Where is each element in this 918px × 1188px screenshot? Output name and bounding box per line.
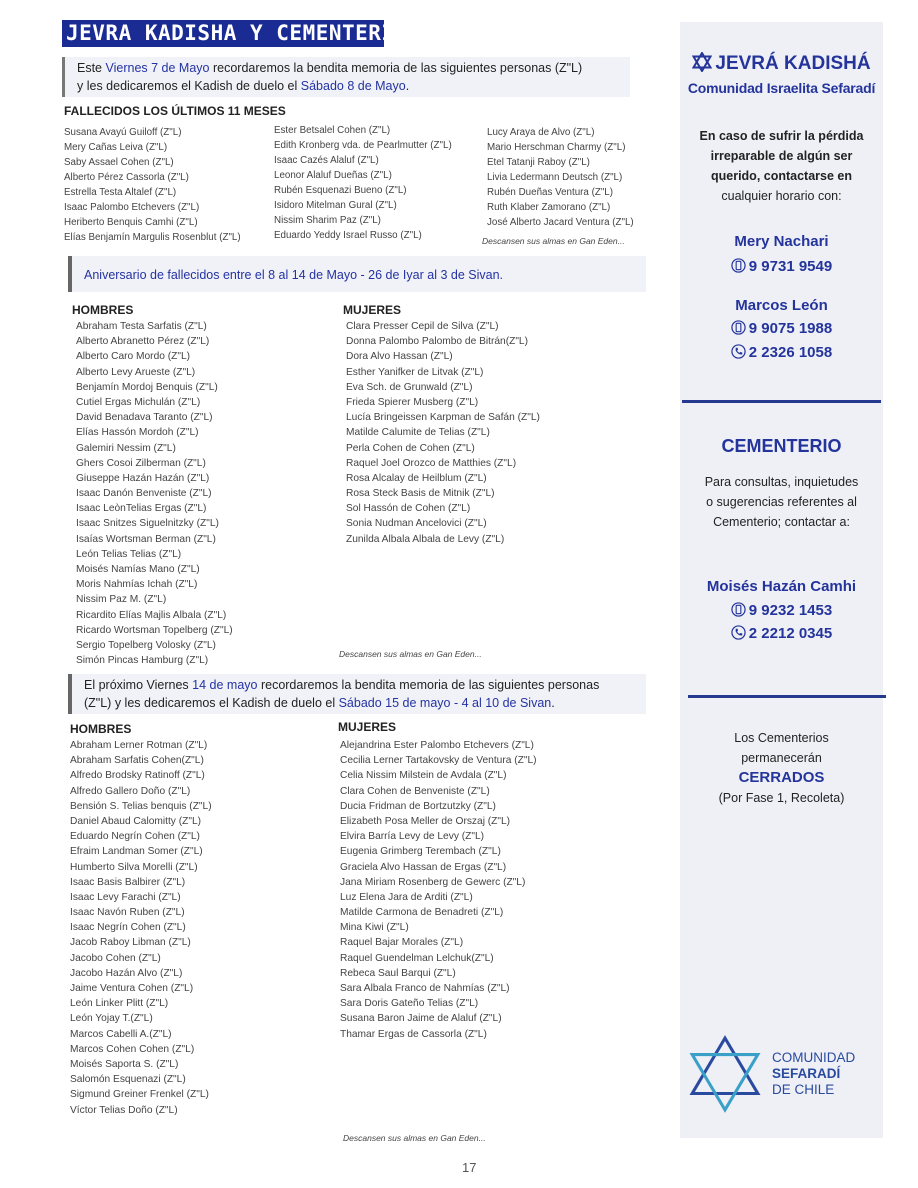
sidebar-intro-line: irreparable de algún ser: [710, 149, 853, 163]
name-entry: Donna Palombo Palombo de Bitrán(Z"L): [346, 336, 528, 348]
name-entry: Zunilda Albala Albala de Levy (Z"L): [346, 533, 505, 545]
recent-list-col2: [274, 123, 452, 243]
name-entry: Jacobo Hazán Alvo (Z"L): [70, 967, 183, 979]
next-week-note: [68, 674, 646, 714]
name-entry: Lucía Bringeissen Karpman de Safán (Z"L): [346, 412, 540, 424]
name-entry: Livia Ledermann Deutsch (Z"L): [487, 172, 623, 183]
name-entry: Perla Cohen de Cohen (Z"L): [346, 442, 475, 454]
name-entry: Ester Betsalel Cohen (Z"L): [274, 125, 391, 136]
name-entry: Isaac Basis Balbirer (Z"L): [70, 876, 186, 888]
name-entry: Nissim Paz M. (Z"L): [76, 594, 167, 606]
next-women-list: [340, 738, 537, 1042]
closed-notice-line: Los Cementerios: [734, 731, 829, 745]
name-entry: Galemiri Nessim (Z"L): [76, 442, 176, 454]
name-entry: Elías Benjamín Margulis Rosenblut (Z"L): [64, 232, 241, 243]
closed-notice-line: (Por Fase 1, Recoleta): [718, 791, 845, 805]
name-entry: Víctor Telias Doño (Z"L): [70, 1104, 178, 1116]
sidebar-title: JEVRÁ KADISHÁ: [715, 53, 871, 74]
name-entry: Giuseppe Hazán Hazán (Z"L): [76, 472, 210, 484]
intro-text: y les dedicaremos el Kadish de duelo el: [77, 79, 301, 93]
name-entry: Sol Hassón de Cohen (Z"L): [346, 503, 471, 515]
star-of-david-icon: [692, 52, 712, 72]
name-entry: Susana Avayú Guiloff (Z"L): [64, 127, 182, 138]
cemetery-title: CEMENTERIO: [721, 436, 842, 456]
name-entry: Bensión S. Telias benquis (Z"L): [70, 800, 212, 812]
name-entry: Dora Alvo Hassan (Z"L): [346, 351, 453, 363]
name-entry: Sergio Topelberg Volosky (Z"L): [76, 639, 216, 651]
sidebar-intro-line: cualquier horario con:: [721, 189, 842, 203]
name-entry: Salomón Esquenazi (Z"L): [70, 1074, 186, 1086]
women-heading: MUJERES: [338, 720, 397, 734]
mobile-phone-icon: [731, 602, 746, 617]
sidebar-intro-line: En caso de sufrir la pérdida: [699, 129, 864, 143]
men-heading: HOMBRES: [70, 722, 132, 736]
cemetery-text-line: Cementerio; contactar a:: [713, 515, 850, 529]
name-entry: Jacobo Cohen (Z"L): [70, 952, 161, 964]
name-entry: Isaac Navón Ruben (Z"L): [70, 907, 185, 919]
name-entry: Moisés Saporta S. (Z"L): [70, 1058, 179, 1070]
name-entry: Sara Albala Franco de Nahmías (Z"L): [340, 983, 510, 994]
contact-name: Marcos León: [735, 297, 828, 314]
name-entry: Eduardo Negrín Cohen (Z"L): [70, 831, 200, 843]
name-entry: Daniel Abaud Calomitty (Z"L): [70, 815, 202, 827]
contact-sidebar: [680, 22, 883, 1138]
name-entry: Moisés Namías Mano (Z"L): [76, 564, 200, 575]
contact-phone[interactable]: 2 2212 0345: [748, 625, 833, 642]
sidebar-intro-line: querido, contactarse en: [710, 169, 852, 183]
mobile-phone-icon: [731, 320, 746, 335]
name-entry: Frieda Spierer Musberg (Z"L): [346, 396, 479, 408]
name-entry: Isaac Cazés Alaluf (Z"L): [274, 155, 379, 166]
name-entry: Rebeca Saul Barqui (Z"L): [340, 967, 456, 979]
phone-icon: [731, 625, 746, 640]
name-entry: Celia Nissim Milstein de Avdala (Z"L): [340, 770, 507, 782]
sidebar-subtitle: Comunidad Israelita Sefaradí: [687, 80, 876, 96]
women-heading: MUJERES: [343, 303, 402, 317]
name-entry: Marcos Cabelli A.(Z"L): [70, 1028, 172, 1040]
anniversary-banner-text: Aniversario de fallecidos entre el 8 al 14 de Mayo - 26 de Iyar al 3 de Sivan.: [84, 268, 503, 282]
name-entry: David Benadava Taranto (Z"L): [76, 412, 213, 424]
name-entry: Isidoro Mitelman Gural (Z"L): [274, 200, 397, 211]
name-entry: Graciela Alvo Hassan de Ergas (Z"L): [340, 861, 507, 873]
name-entry: Lucy Araya de Alvo (Z"L): [487, 127, 595, 138]
anniversary-banner: [68, 256, 646, 292]
cemetery-text-line: Para consultas, inquietudes: [704, 475, 859, 489]
name-entry: Rubén Dueñas Ventura (Z"L): [487, 187, 614, 198]
name-entry: Alberto Abranetto Pérez (Z"L): [76, 336, 210, 348]
name-entry: Alfredo Brodsky Ratinoff (Z"L): [70, 770, 205, 782]
sidebar-divider: [682, 400, 881, 403]
blessing-note: Descansen sus almas en Gan Eden...: [343, 1133, 486, 1143]
name-entry: Thamar Ergas de Cassorla (Z"L): [340, 1028, 487, 1040]
name-entry: Abraham Testa Sarfatis (Z"L): [76, 321, 207, 332]
next-text: El próximo Viernes: [84, 678, 193, 692]
name-entry: Cecilia Lerner Tartakovsky de Ventura (Z"L): [340, 755, 537, 767]
name-entry: Susana Baron Jaime de Alaluf (Z"L): [340, 1013, 502, 1025]
name-entry: Alberto Pérez Cassorla (Z"L): [64, 172, 189, 183]
name-entry: Estrella Testa Altalef (Z"L): [64, 187, 177, 198]
name-entry: Jaime Ventura Cohen (Z"L): [70, 983, 194, 994]
name-entry: Elvira Barría Levy de Levy (Z"L): [340, 831, 485, 843]
name-entry: Leonor Alaluf Dueñas (Z"L): [274, 170, 392, 181]
name-entry: León Yojay T.(Z"L): [70, 1013, 153, 1025]
name-entry: Raquel Joel Orozco de Matthies (Z"L): [346, 457, 517, 469]
name-entry: José Alberto Jacard Ventura (Z"L): [487, 217, 634, 228]
contact-mobile[interactable]: 9 9075 1988: [748, 320, 833, 337]
name-entry: Rosa Steck Basis de Mitnik (Z"L): [346, 488, 495, 500]
contact-mobile[interactable]: 9 9731 9549: [748, 258, 833, 275]
name-entry: Ricardo Wortsman Topelberg (Z"L): [76, 624, 233, 636]
name-entry: Raquel Bajar Morales (Z"L): [340, 937, 464, 949]
next-text: .: [551, 696, 555, 710]
name-entry: Alberto Levy Arueste (Z"L): [76, 366, 196, 378]
blessing-note: Descansen sus almas en Gan Eden...: [339, 649, 482, 659]
logo-text: COMUNIDAD: [772, 1050, 856, 1065]
closed-notice-emphasis: CERRADOS: [738, 769, 825, 786]
intro-text: Este: [77, 61, 106, 75]
next-text: recordaremos la bendita memoria de las siguientes personas: [257, 678, 600, 692]
name-entry: Edith Kronberg vda. de Pearlmutter (Z"L): [274, 140, 452, 151]
recent-list-col1: [64, 125, 241, 245]
intro-text: recordaremos la bendita memoria de las siguientes personas (Z"L): [209, 61, 583, 75]
name-entry: Saby Assael Cohen (Z"L): [64, 157, 174, 168]
name-entry: Eugenia Grimberg Terembach (Z"L): [340, 846, 501, 858]
name-entry: León Linker Plitt (Z"L): [70, 998, 169, 1010]
name-entry: Clara Cohen de Benveniste (Z"L): [340, 785, 490, 797]
phone-icon: [731, 344, 746, 359]
intro-date: Sábado 8 de Mayo: [300, 79, 406, 93]
name-entry: Isaías Wortsman Berman (Z"L): [76, 533, 216, 545]
name-entry: Isaac Danón Benveniste (Z"L): [76, 488, 212, 500]
next-men-list: [70, 738, 212, 1118]
mobile-phone-icon: [731, 258, 746, 273]
cemetery-text-line: o sugerencias referentes al: [706, 495, 857, 509]
name-entry: Eduardo Yeddy Israel Russo (Z"L): [274, 230, 422, 241]
intro-note: [62, 57, 630, 97]
name-entry: Mina Kiwi (Z"L): [340, 922, 409, 934]
name-entry: Efraim Landman Somer (Z"L): [70, 846, 203, 858]
name-entry: Elías Hassón Mordoh (Z"L): [76, 427, 199, 439]
name-entry: Clara Presser Cepil de Silva (Z"L): [346, 321, 499, 332]
name-entry: Rubén Esquenazi Bueno (Z"L): [274, 185, 407, 196]
name-entry: Rosa Alcalay de Heilblum (Z"L): [346, 472, 487, 484]
anniversary-men-list: [76, 319, 233, 668]
name-entry: Raquel Guendelman Lelchuk(Z"L): [340, 952, 494, 964]
name-entry: Isaac Palombo Etchevers (Z"L): [64, 202, 200, 213]
name-entry: Ricardito Elías Majlis Albala (Z"L): [76, 609, 227, 621]
name-entry: Sara Doris Gateño Telias (Z"L): [340, 998, 479, 1010]
contact-name: Moisés Hazán Camhi: [706, 578, 857, 595]
name-entry: Ghers Cosoi Zilberman (Z"L): [76, 457, 206, 469]
page-title: JEVRA KADISHA Y CEMENTERIO: [62, 20, 384, 47]
name-entry: Eva Sch. de Grunwald (Z"L): [346, 381, 473, 393]
page-number: 17: [462, 1160, 477, 1175]
name-entry: Ruth Klaber Zamorano (Z"L): [487, 202, 611, 213]
name-entry: Moris Nahmías Ichah (Z"L): [76, 579, 198, 591]
name-entry: Isaac LeònTelias Ergas (Z"L): [76, 503, 207, 515]
name-entry: Mario Herschman Charmy (Z"L): [487, 142, 626, 153]
name-entry: Heriberto Benquis Camhi (Z"L): [64, 217, 198, 228]
name-entry: Cutiel Ergas Michulán (Z"L): [76, 396, 201, 408]
name-entry: Benjamín Mordoj Benquis (Z"L): [76, 381, 218, 393]
contact-mobile[interactable]: 9 9232 1453: [748, 602, 833, 619]
name-entry: Mery Cañas Leiva (Z"L): [64, 142, 168, 153]
name-entry: Elizabeth Posa Meller de Orszaj (Z"L): [340, 815, 511, 827]
name-entry: Matilde Calumite de Telias (Z"L): [346, 427, 490, 439]
next-date: Sábado 15 de mayo - 4 al 10 de Sivan: [338, 696, 552, 710]
name-entry: Sigmund Greiner Frenkel (Z"L): [70, 1089, 209, 1101]
contact-name: Mery Nachari: [734, 233, 829, 250]
name-entry: Ducia Fridman de Bortzutzky (Z"L): [340, 800, 496, 812]
next-date: 14 de mayo: [192, 678, 258, 692]
name-entry: Alejandrina Ester Palombo Etchevers (Z"L): [340, 740, 534, 751]
name-entry: Esther Yanifker de Litvak (Z"L): [346, 366, 484, 378]
name-entry: Simón Pincas Hamburg (Z"L): [76, 655, 209, 667]
men-heading: HOMBRES: [72, 303, 134, 317]
logo-text: SEFARADÍ: [772, 1066, 841, 1081]
name-entry: Isaac Levy Farachi (Z"L): [70, 891, 181, 903]
name-entry: Alberto Caro Mordo (Z"L): [76, 351, 191, 363]
anniversary-women-list: [346, 319, 540, 547]
recent-list-col3: [487, 125, 634, 230]
intro-date: Viernes 7 de Mayo: [105, 61, 210, 75]
name-entry: Marcos Cohen Cohen (Z"L): [70, 1043, 195, 1055]
name-entry: Nissim Sharim Paz (Z"L): [274, 215, 381, 226]
name-entry: León Telias Telias (Z"L): [76, 548, 182, 560]
closed-notice-line: permanecerán: [741, 751, 822, 765]
recent-heading: FALLECIDOS LOS ÚLTIMOS 11 MESES: [64, 104, 286, 118]
name-entry: Isaac Negrín Cohen (Z"L): [70, 922, 186, 934]
intro-text: .: [405, 79, 410, 93]
name-entry: Humberto Silva Morelli (Z"L): [70, 861, 198, 873]
name-entry: Abraham Lerner Rotman (Z"L): [70, 740, 208, 751]
name-entry: Luz Elena Jara de Arditi (Z"L): [340, 891, 473, 903]
name-entry: Sonia Nudman Ancelovici (Z"L): [346, 518, 487, 530]
sidebar-divider: [688, 695, 886, 698]
next-text: (Z"L) y les dedicaremos el Kadish de duelo el: [84, 696, 339, 710]
name-entry: Isaac Snitzes Siguelnitzky (Z"L): [76, 518, 219, 530]
name-entry: Etel Tatanji Raboy (Z"L): [487, 157, 590, 168]
logo-text: DE CHILE: [772, 1082, 835, 1097]
name-entry: Matilde Carmona de Benadreti (Z"L): [340, 907, 504, 919]
name-entry: Alfredo Gallero Doño (Z"L): [70, 785, 191, 797]
contact-phone[interactable]: 2 2326 1058: [748, 344, 833, 361]
blessing-note: Descansen sus almas en Gan Eden...: [482, 236, 625, 246]
name-entry: Jacob Raboy Libman (Z"L): [70, 937, 191, 949]
name-entry: Jana Miriam Rosenberg de Gewerc (Z"L): [340, 876, 526, 888]
name-entry: Abraham Sarfatis Cohen(Z"L): [70, 755, 204, 767]
community-logo-icon: [684, 1028, 766, 1118]
